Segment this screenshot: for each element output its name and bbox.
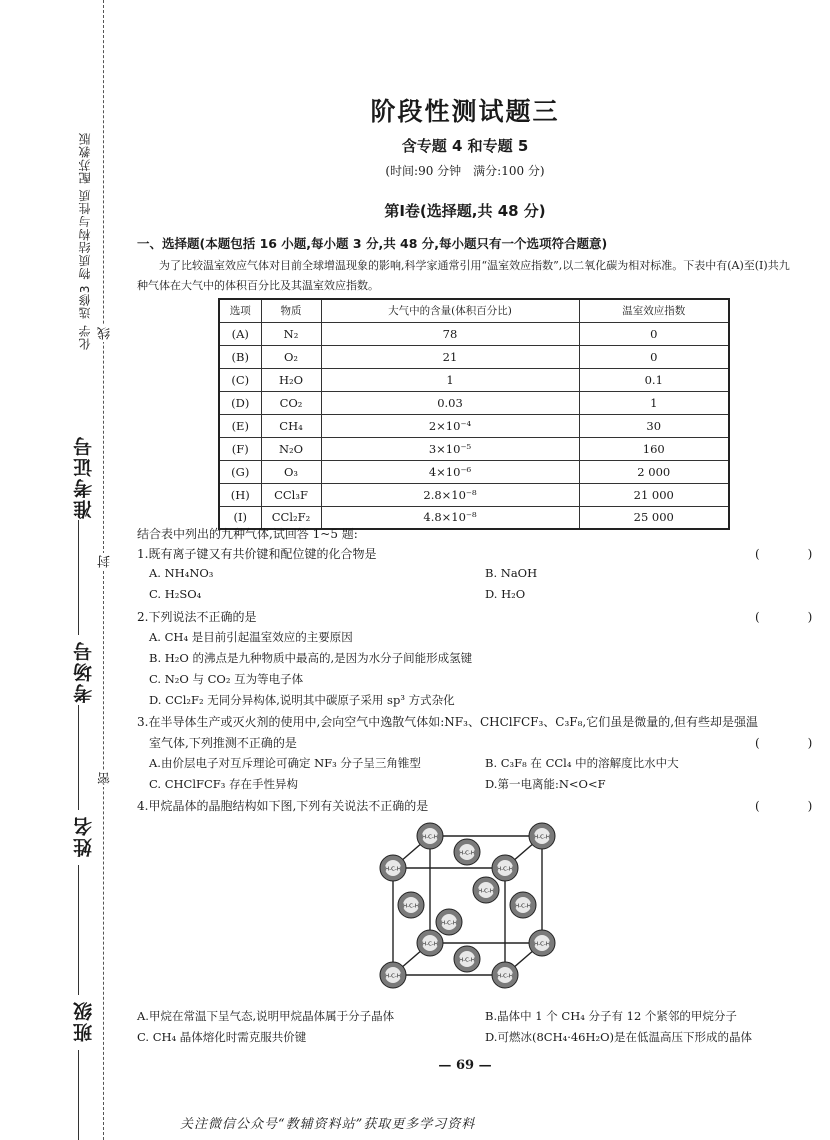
table-cell: (F) — [219, 437, 261, 460]
table-cell: H₂O — [261, 368, 321, 391]
part-title: 第Ⅰ卷(选择题,共 48 分) — [384, 202, 546, 220]
page-subtitle: 含专题 4 和专题 5 — [401, 137, 529, 155]
table-cell: (E) — [219, 414, 261, 437]
table-cell: 78 — [321, 322, 579, 345]
field-name-label: 姓名 — [73, 815, 95, 857]
series-label: 化学 选修3 物质结构与性质 配苏教版 — [78, 131, 92, 350]
questions-lead: 结合表中列出的九种气体,试回答 1~5 题: — [137, 527, 358, 541]
question-2-answer-box: ( ) — [755, 610, 830, 624]
methane-molecule — [417, 930, 443, 956]
question-2-option-d: D. CCl₂F₂ 无同分异构体,说明其中碳原子采用 sp³ 方式杂化 — [149, 693, 455, 707]
table-row — [219, 483, 729, 506]
question-4-option-b: B.晶体中 1 个 CH₄ 分子有 12 个紧邻的甲烷分子 — [485, 1009, 737, 1023]
question-3-option-d: D.第一电离能:N<O<F — [485, 777, 606, 791]
table-cell: 2 000 — [579, 460, 729, 483]
table-cell: (G) — [219, 460, 261, 483]
cut-mark-secret: 密 — [98, 772, 113, 785]
molecule-label: H-C-H — [496, 973, 514, 980]
cut-mark-line: 线 — [98, 327, 113, 340]
table-row — [219, 437, 729, 460]
gas-table — [218, 298, 730, 530]
table-cell: 21 000 — [579, 483, 729, 506]
question-3-stem: 3.在半导体生产或灭火剂的使用中,会向空气中逸散气体如:NF₃、CHClFCF₃、C₃F₈,它们虽是微量的,但有些却是强温 — [137, 715, 759, 729]
methane-molecule — [529, 930, 555, 956]
table-cell: O₃ — [261, 460, 321, 483]
question-2-stem: 2.下列说法不正确的是 — [137, 610, 257, 624]
molecule-label: H-C-H — [384, 866, 402, 873]
field-name-line — [78, 865, 79, 995]
methane-molecule — [454, 839, 480, 865]
question-2-option-a: A. CH₄ 是目前引起温室效应的主要原因 — [149, 630, 353, 644]
intro-paragraph: 为了比较温室效应气体对目前全球增温现象的影响,科学家通常引用“温室效应指数”,以二氧化碳为相对标准。下表中有(A)至(I)共九种气体在大气中的体积百分比及其温室效应指数。 — [137, 259, 790, 292]
table-cell: (H) — [219, 483, 261, 506]
methane-molecule — [380, 855, 406, 881]
exam-meta: (时间:90 分钟 满分:100 分) — [385, 164, 545, 178]
question-1-answer-box: ( ) — [755, 547, 830, 561]
page-number: — 69 — — [438, 1058, 492, 1073]
field-exam-id-label: 准考证号 — [73, 435, 95, 519]
table-cell: 0.03 — [321, 391, 579, 414]
field-class-label: 班级 — [73, 1000, 95, 1042]
molecule-label: H-C-H — [533, 834, 551, 841]
molecule-label: H-C-H — [458, 850, 476, 857]
question-3-stem-continued: 室气体,下列推测不正确的是 — [149, 736, 297, 750]
methane-molecule — [398, 892, 424, 918]
question-3-option-c: C. CHClFCF₃ 存在手性异构 — [149, 777, 299, 791]
table-header-cell: 大气中的含量(体积百分比) — [321, 299, 579, 322]
methane-molecule — [454, 946, 480, 972]
table-cell: 25 000 — [579, 506, 729, 529]
table-cell: 0 — [579, 345, 729, 368]
table-row — [219, 322, 729, 345]
question-1-stem: 1.既有离子键又有共价键和配位键的化合物是 — [137, 547, 377, 561]
table-cell: N₂O — [261, 437, 321, 460]
methane-molecule — [510, 892, 536, 918]
molecule-label: H-C-H — [440, 920, 458, 927]
table-row — [219, 391, 729, 414]
question-1-option-b: B. NaOH — [485, 566, 538, 580]
molecule-label: H-C-H — [402, 903, 420, 910]
page-title: 阶段性测试题三 — [370, 97, 560, 126]
table-row — [219, 345, 729, 368]
methane-molecule — [492, 855, 518, 881]
methane-molecule — [473, 877, 499, 903]
table-header-cell: 选项 — [219, 299, 261, 322]
molecule-label: H-C-H — [514, 903, 532, 910]
binding-dash-line — [103, 0, 104, 1140]
table-cell: 2×10⁻⁴ — [321, 414, 579, 437]
field-exam-room-line — [78, 705, 79, 810]
footer-note: 关注微信公众号“教辅资料站”获取更多学习资料 — [180, 1117, 476, 1132]
table-row — [219, 368, 729, 391]
section-title: 一、选择题(本题包括 16 小题,每小题 3 分,共 48 分,每小题只有一个选项符合题意) — [137, 236, 608, 251]
methane-molecule — [417, 823, 443, 849]
field-exam-room-label: 考场号 — [73, 640, 95, 703]
table-cell: 160 — [579, 437, 729, 460]
table-cell: O₂ — [261, 345, 321, 368]
question-1-option-c: C. H₂SO₄ — [149, 587, 202, 601]
table-cell: (C) — [219, 368, 261, 391]
binding-margin — [0, 0, 130, 1140]
molecule-label: H-C-H — [496, 866, 514, 873]
methane-molecule — [529, 823, 555, 849]
question-4-option-a: A.甲烷在常温下呈气态,说明甲烷晶体属于分子晶体 — [137, 1009, 395, 1023]
table-cell: 21 — [321, 345, 579, 368]
table-cell: 1 — [579, 391, 729, 414]
table-cell: 4.8×10⁻⁸ — [321, 506, 579, 529]
table-cell: 1 — [321, 368, 579, 391]
table-cell: N₂ — [261, 322, 321, 345]
table-row — [219, 460, 729, 483]
table-cell: 30 — [579, 414, 729, 437]
molecule-label: H-C-H — [384, 973, 402, 980]
methane-unit-cell-diagram — [375, 820, 575, 1008]
question-4-option-c: C. CH₄ 晶体熔化时需克服共价键 — [137, 1030, 307, 1044]
field-exam-id-line — [78, 520, 79, 635]
methane-molecule — [436, 909, 462, 935]
table-header-row — [219, 299, 729, 322]
question-4-stem: 4.甲烷晶体的晶胞结构如下图,下列有关说法不正确的是 — [137, 799, 429, 813]
question-3-option-b: B. C₃F₈ 在 CCl₄ 中的溶解度比水中大 — [485, 756, 679, 770]
table-header-cell: 温室效应指数 — [579, 299, 729, 322]
table-cell: (I) — [219, 506, 261, 529]
question-2-option-c: C. N₂O 与 CO₂ 互为等电子体 — [149, 672, 304, 686]
molecule-label: H-C-H — [458, 957, 476, 964]
table-cell: (B) — [219, 345, 261, 368]
question-4-option-d: D.可燃冰(8CH₄·46H₂O)是在低温高压下形成的晶体 — [485, 1030, 753, 1044]
table-cell: CH₄ — [261, 414, 321, 437]
table-cell: 4×10⁻⁶ — [321, 460, 579, 483]
molecule-label: H-C-H — [477, 888, 495, 895]
molecule-label: H-C-H — [421, 941, 439, 948]
cut-mark-seal: 封 — [98, 555, 113, 568]
table-cell: (D) — [219, 391, 261, 414]
table-row — [219, 414, 729, 437]
table-header-cell: 物质 — [261, 299, 321, 322]
table-cell: CO₂ — [261, 391, 321, 414]
question-1-option-d: D. H₂O — [485, 587, 526, 601]
table-cell: 2.8×10⁻⁸ — [321, 483, 579, 506]
table-cell: 0.1 — [579, 368, 729, 391]
methane-molecule — [492, 962, 518, 988]
table-cell: (A) — [219, 322, 261, 345]
molecule-label: H-C-H — [421, 834, 439, 841]
table-cell: CCl₃F — [261, 483, 321, 506]
question-4-answer-box: ( ) — [755, 799, 830, 813]
table-cell: 0 — [579, 322, 729, 345]
table-cell: CCl₂F₂ — [261, 506, 321, 529]
question-2-option-b: B. H₂O 的沸点是九种物质中最高的,是因为水分子间能形成氢键 — [149, 651, 473, 665]
question-3-answer-box: ( ) — [755, 736, 830, 750]
molecule-label: H-C-H — [533, 941, 551, 948]
question-1-option-a: A. NH₄NO₃ — [149, 566, 214, 580]
field-class-line — [78, 1050, 79, 1140]
table-cell: 3×10⁻⁵ — [321, 437, 579, 460]
question-3-option-a: A.由价层电子对互斥理论可确定 NF₃ 分子呈三角锥型 — [149, 756, 421, 770]
methane-molecule — [380, 962, 406, 988]
